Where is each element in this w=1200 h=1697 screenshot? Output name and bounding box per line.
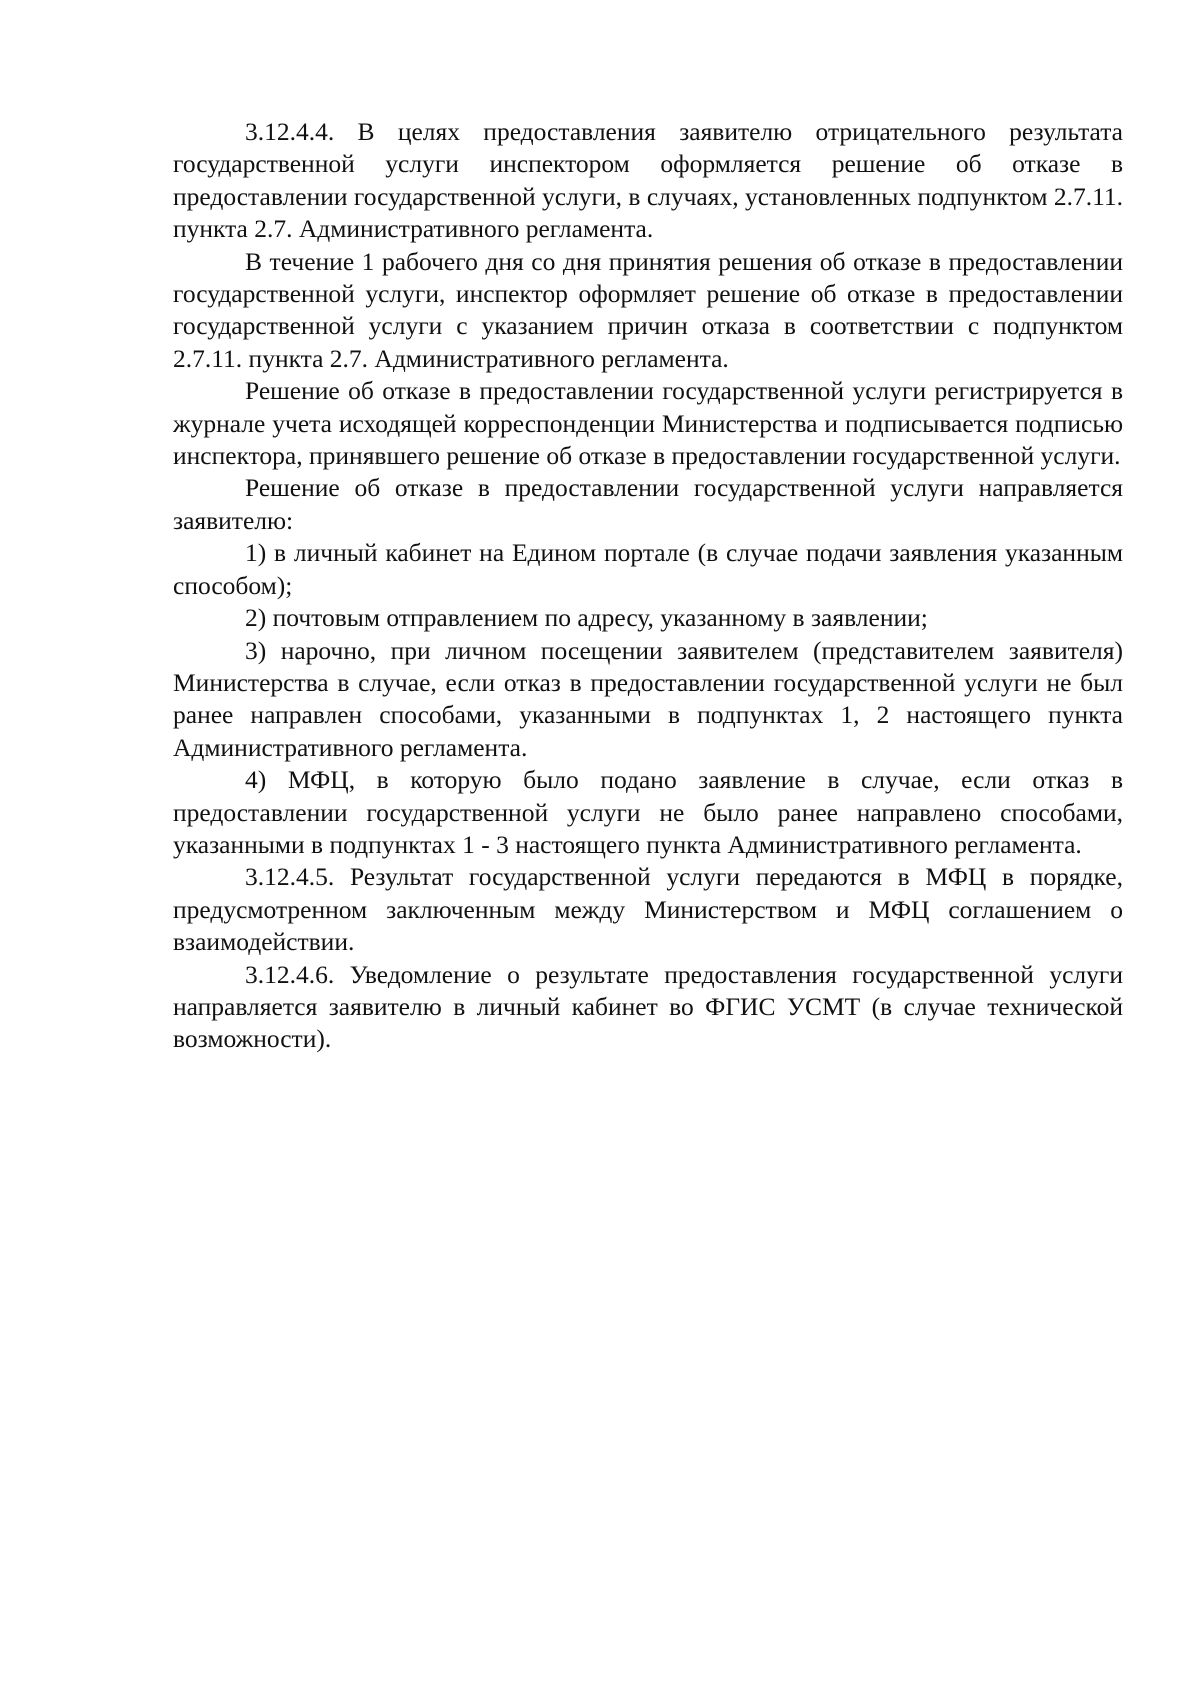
paragraph-refusal-term: В течение 1 рабочего дня со дня принятия решения об отказе в предоставлении государственной услуги, инспектор оформляет решение об отказе в предоставлении государственной услуги с указанием причин отказа в соответствии с подпунктом 2.7.11. пункта 2.7. Административного регламента. [173, 246, 1123, 373]
document-body [173, 116, 1123, 1056]
list-item-2: 2) почтовым отправлением по адресу, указанному в заявлении; [245, 603, 928, 633]
paragraph-3-12-4-5: 3.12.4.5. Результат государственной услуги передаются в МФЦ в порядке, предусмотренном заключенным между Министерством и МФЦ соглашением о взаимодействии. [173, 862, 1123, 957]
paragraph-3-12-4-6: 3.12.4.6. Уведомление о результате предоставления государственной услуги направляется заявителю в личный кабинет во ФГИС УСМТ (в случае технической возможности). [173, 959, 1123, 1054]
paragraph-refusal-delivery: Решение об отказе в предоставлении государственной услуги направляется заявителю: [173, 473, 1123, 535]
list-item-4: 4) МФЦ, в которую было подано заявление в случае, если отказ в предоставлении государственной услуги не было ранее направлено способами, указанными в подпунктах 1 - 3 настоящего пункта Административного регламента. [173, 765, 1123, 859]
list-item-3: 3) нарочно, при личном посещении заявителем (представителем заявителя) Министерства в случае, если отказ в предоставлении государственной услуги не был ранее направлен способами, указанными в подпунктах 1, 2 настоящего пункта Административного регламента. [173, 635, 1123, 762]
list-item-1: 1) в личный кабинет на Едином портале (в случае подачи заявления указанным способом); [173, 538, 1123, 600]
paragraph-refusal-registration: Решение об отказе в предоставлении государственной услуги регистрируется в журнале учета исходящей корреспонденции Министерства и подписывается подписью инспектора, принявшего решение об отказе в предоставлении государственной услуги. [173, 376, 1123, 471]
paragraph-3-12-4-4: 3.12.4.4. В целях предоставления заявителю отрицательного результата государственной услуги инспектором оформляется решение об отказе в предоставлении государственной услуги, в случаях, установленных подпунктом 2.7.11. пункта 2.7. Административного регламента. [173, 117, 1124, 244]
